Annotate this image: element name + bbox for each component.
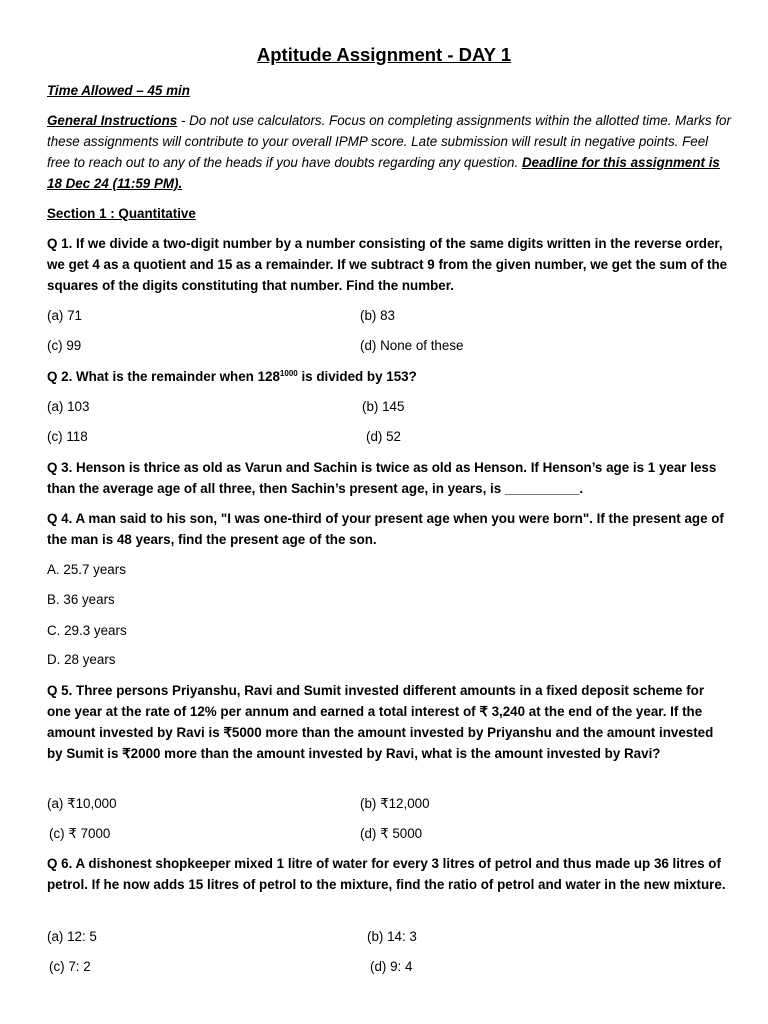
q2-option-a: (a) 103 bbox=[47, 399, 90, 414]
q4-option-c: C. 29.3 years bbox=[47, 623, 127, 638]
q5-option-b: (b) ₹12,000 bbox=[360, 796, 430, 811]
q2-text-prefix: Q 2. What is the remainder when 128 bbox=[47, 369, 280, 384]
q5-option-a: (a) ₹10,000 bbox=[47, 796, 117, 811]
q4-option-d: D. 28 years bbox=[47, 652, 116, 667]
section-heading: Section 1 : Quantitative bbox=[47, 206, 196, 221]
question-4: Q 4. A man said to his son, "I was one-third of your present age when you were born". If the present age of the man is 48 years, find the present age of the son. bbox=[47, 511, 724, 547]
q2-option-d: (d) 52 bbox=[366, 429, 401, 444]
q6-option-a: (a) 12: 5 bbox=[47, 929, 97, 944]
q6-option-b: (b) 14: 3 bbox=[367, 929, 417, 944]
q4-option-a: A. 25.7 years bbox=[47, 562, 126, 577]
q2-exponent: 1000 bbox=[279, 369, 298, 378]
question-1: Q 1. If we divide a two-digit number by a number consisting of the same digits written in the reverse order, we get 4 as a quotient and 15 as a remainder. If we subtract 9 from the given number, we get the sum of the squares of the digits constituting that number. Find the number. bbox=[47, 236, 728, 293]
q5-option-c: (c) ₹ 7000 bbox=[49, 826, 111, 841]
q4-option-b: B. 36 years bbox=[47, 592, 115, 607]
q2-option-b: (b) 145 bbox=[362, 399, 405, 414]
q6-option-d: (d) 9: 4 bbox=[370, 959, 413, 974]
q1-option-b: (b) 83 bbox=[360, 308, 395, 323]
question-5: Q 5. Three persons Priyanshu, Ravi and Sumit invested different amounts in a fixed deposit scheme for one year at the rate of 12% per annum and earned a total interest of ₹ 3,240 at the end of the year. If the amount invested by Ravi is ₹5000 more than the amount invested by Priyanshu and the amount invested by Sumit is ₹2000 more than the amount invested by Ravi, what is the amount invested by Ravi? bbox=[47, 683, 714, 761]
deadline-text: Deadline for this assignment is 18 Dec 24 (11:59 PM). bbox=[47, 155, 720, 191]
q5-option-d: (d) ₹ 5000 bbox=[360, 826, 423, 841]
q6-option-c: (c) 7: 2 bbox=[49, 959, 91, 974]
q1-option-c: (c) 99 bbox=[47, 338, 82, 353]
question-3: Q 3. Henson is thrice as old as Varun and Sachin is twice as old as Henson. If Henson’s age is 1 year less than the average age of all three, then Sachin’s present age, in years, is __________. bbox=[47, 460, 717, 496]
general-instructions bbox=[47, 110, 731, 194]
question-6: Q 6. A dishonest shopkeeper mixed 1 litre of water for every 3 litres of petrol and thus made up 36 litres of petrol. If he now adds 15 litres of petrol to the mixture, find the ratio of petrol and water in the new mixture. bbox=[47, 856, 726, 892]
q1-option-d: (d) None of these bbox=[360, 338, 464, 353]
q1-option-a: (a) 71 bbox=[47, 308, 82, 323]
q2-option-c: (c) 118 bbox=[47, 429, 88, 444]
page-title: Aptitude Assignment - DAY 1 bbox=[256, 44, 512, 65]
q2-text-suffix: is divided by 153? bbox=[297, 369, 417, 384]
instructions-body: - Do not use calculators. Focus on completing assignments within the allotted time. Marks for these assignments will contribute to your overall IPMP score. Late submission will result in negative points. Feel free to reach out to any of the heads if you have doubts regarding any question. bbox=[47, 113, 731, 170]
instructions-heading: General Instructions bbox=[47, 113, 178, 128]
time-allowed: Time Allowed – 45 min bbox=[47, 83, 190, 98]
question-2 bbox=[47, 366, 731, 387]
